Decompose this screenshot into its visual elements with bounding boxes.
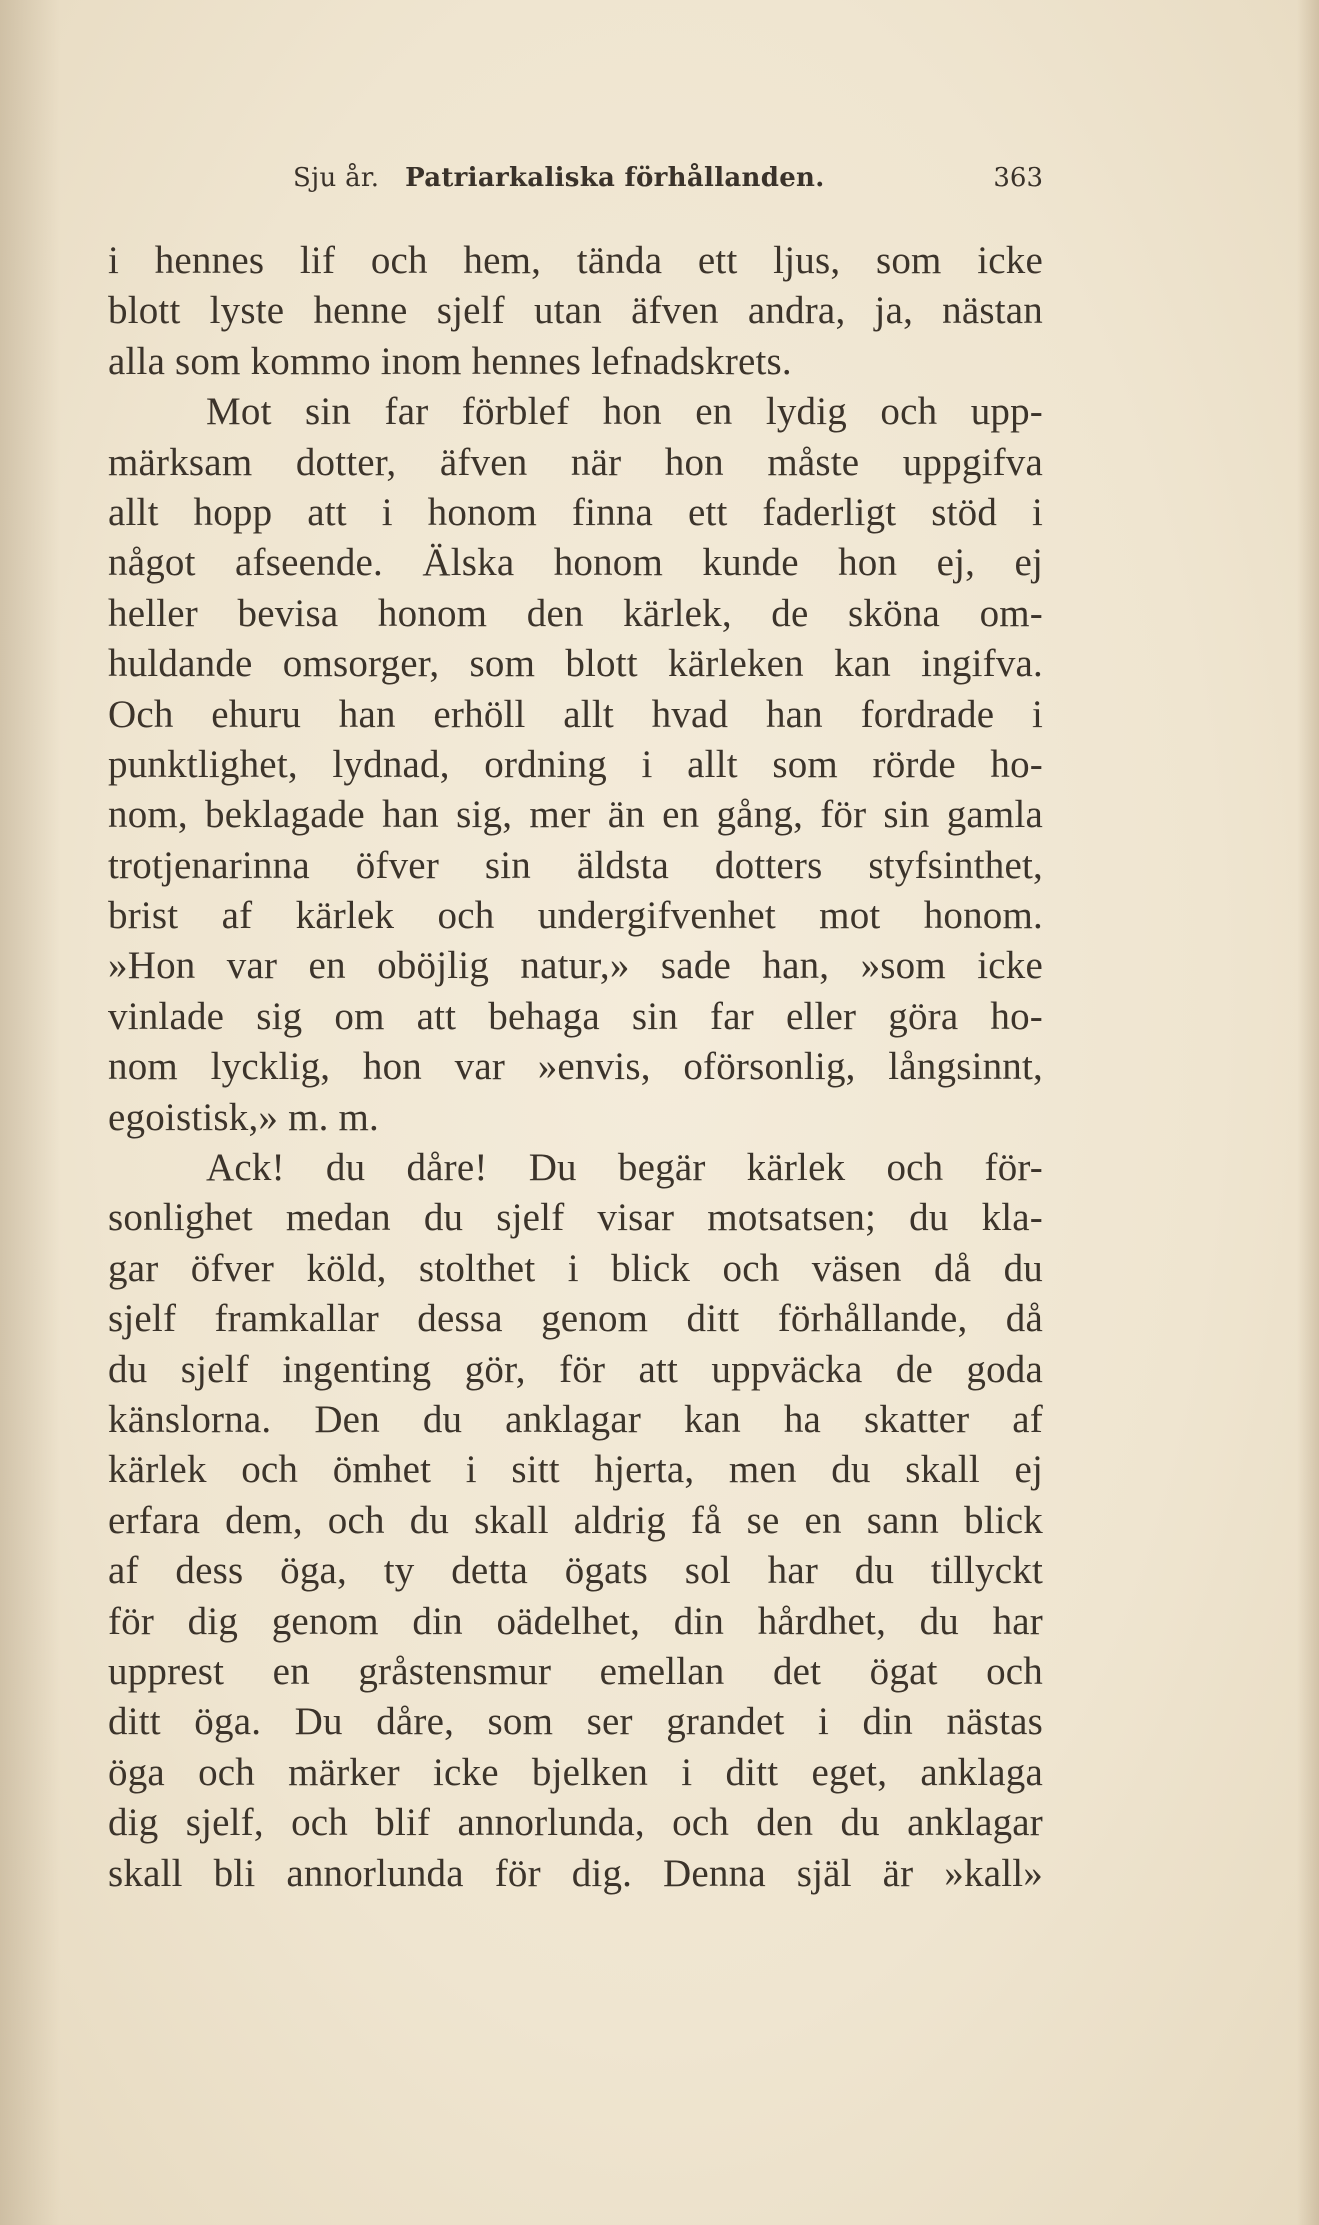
text-line: sonlighet medan du sjelf visar motsatsen; du kla- xyxy=(108,1196,1043,1240)
text-line: brist af kärlek och undergifvenhet mot honom. xyxy=(108,894,1043,938)
text-line: vinlade sig om att behaga sin far eller göra ho- xyxy=(108,994,1043,1038)
text-line: Mot sin far förblef hon en lydig och upp- xyxy=(206,390,1043,434)
text-line: kärlek och ömhet i sitt hjerta, men du skall ej xyxy=(108,1448,1043,1492)
text-line: huldande omsorger, som blott kärleken kan ingifva. xyxy=(108,642,1043,686)
text-line: dig sjelf, och blif annorlunda, och den du anklagar xyxy=(108,1801,1043,1845)
body-text xyxy=(108,236,1043,1899)
text-line: sjelf framkallar dessa genom ditt förhållande, då xyxy=(108,1297,1043,1341)
text-line: skall bli annorlunda för dig. Denna själ är »kall» xyxy=(108,1851,1043,1895)
text-line: nom lycklig, hon var »envis, oförsonlig, långsinnt, xyxy=(108,1045,1043,1089)
text-line: du sjelf ingenting gör, för att uppväcka de goda xyxy=(108,1347,1043,1391)
page-edge-shadow xyxy=(1297,0,1319,2225)
text-line: blott lyste henne sjelf utan äfven andra, ja, nästan xyxy=(108,289,1043,333)
text-line: punktlighet, lydnad, ordning i allt som rörde ho- xyxy=(108,742,1043,786)
running-title xyxy=(293,163,825,193)
text-line: »Hon var en oböjlig natur,» sade han, »som icke xyxy=(108,944,1043,988)
text-line: heller bevisa honom den kärlek, de sköna om- xyxy=(108,591,1043,635)
text-line: trotjenarinna öfver sin äldsta dotters styfsinthet, xyxy=(108,843,1043,887)
running-title-prefix: Sju år. xyxy=(293,163,380,193)
text-line: gar öfver köld, stolthet i blick och väsen då du xyxy=(108,1246,1043,1290)
text-line: känslorna. Den du anklagar kan ha skatter af xyxy=(108,1397,1043,1441)
text-line: något afseende. Älska honom kunde hon ej, ej xyxy=(108,541,1043,585)
running-header xyxy=(108,163,1043,203)
text-line: för dig genom din oädelhet, din hårdhet, du har xyxy=(108,1599,1043,1643)
text-line: märksam dotter, äfven när hon måste uppgifva xyxy=(108,440,1043,484)
text-line: alla som kommo inom hennes lefnadskrets. xyxy=(108,339,792,383)
text-line: ditt öga. Du dåre, som ser grandet i din nästas xyxy=(108,1700,1043,1744)
running-title-main: Patriarkaliska förhållanden. xyxy=(405,163,825,193)
text-line: Ack! du dåre! Du begär kärlek och för- xyxy=(206,1146,1043,1190)
text-line: öga och märker icke bjelken i ditt eget, anklaga xyxy=(108,1750,1043,1794)
text-line: af dess öga, ty detta ögats sol har du tillyckt xyxy=(108,1549,1043,1593)
text-line: upprest en gråstensmur emellan det ögat och xyxy=(108,1649,1043,1693)
text-line: egoistisk,» m. m. xyxy=(108,1095,379,1139)
text-line: erfara dem, och du skall aldrig få se en sann blick xyxy=(108,1498,1043,1542)
text-line: Och ehuru han erhöll allt hvad han fordrade i xyxy=(108,692,1043,736)
page-number: 363 xyxy=(993,163,1043,193)
text-line: allt hopp att i honom finna ett faderligt stöd i xyxy=(108,490,1043,534)
page-gutter-shadow xyxy=(0,0,60,2225)
text-line: nom, beklagade han sig, mer än en gång, för sin gamla xyxy=(108,793,1043,837)
text-line: i hennes lif och hem, tända ett ljus, som icke xyxy=(108,239,1043,282)
